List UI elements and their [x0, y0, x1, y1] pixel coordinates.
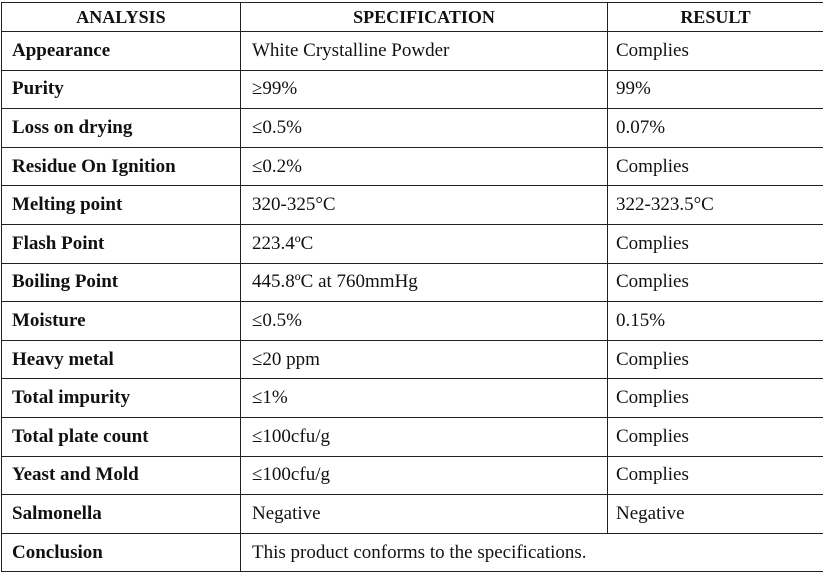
header-analysis: ANALYSIS [2, 3, 241, 32]
specification-cell: Negative [241, 495, 608, 534]
specification-cell: 320-325°C [241, 186, 608, 225]
table-row [2, 263, 823, 302]
conclusion-text: This product conforms to the specifications. [241, 533, 823, 572]
result-cell: Complies [608, 456, 823, 495]
result-cell: Complies [608, 147, 823, 186]
specification-cell: ≥99% [241, 70, 608, 109]
header-result: RESULT [608, 3, 823, 32]
specification-cell: ≤100cfu/g [241, 456, 608, 495]
analysis-cell: Yeast and Mold [2, 456, 241, 495]
table-row [2, 302, 823, 341]
analysis-cell: Residue On Ignition [2, 147, 241, 186]
result-cell: 322-323.5°C [608, 186, 823, 225]
analysis-cell: Loss on drying [2, 109, 241, 148]
conclusion-row [2, 533, 823, 572]
result-cell: Complies [608, 379, 823, 418]
table-row [2, 32, 823, 71]
table-row [2, 224, 823, 263]
analysis-cell: Appearance [2, 32, 241, 71]
table-header-row [2, 3, 823, 32]
analysis-cell: Heavy metal [2, 340, 241, 379]
analysis-cell: Salmonella [2, 495, 241, 534]
specification-cell: 445.8ºC at 760mmHg [241, 263, 608, 302]
result-cell: Complies [608, 263, 823, 302]
analysis-cell: Total impurity [2, 379, 241, 418]
table-row [2, 495, 823, 534]
specification-cell: ≤1% [241, 379, 608, 418]
table-row [2, 456, 823, 495]
result-cell: Negative [608, 495, 823, 534]
specification-cell: ≤0.5% [241, 109, 608, 148]
specification-cell: ≤100cfu/g [241, 417, 608, 456]
table-row [2, 109, 823, 148]
analysis-cell: Purity [2, 70, 241, 109]
specification-cell: ≤0.2% [241, 147, 608, 186]
result-cell: 99% [608, 70, 823, 109]
table-row [2, 147, 823, 186]
specification-cell: ≤0.5% [241, 302, 608, 341]
analysis-cell: Flash Point [2, 224, 241, 263]
table-row [2, 417, 823, 456]
result-cell: Complies [608, 32, 823, 71]
table-row [2, 70, 823, 109]
specification-cell: White Crystalline Powder [241, 32, 608, 71]
specification-cell: 223.4ºC [241, 224, 608, 263]
analysis-cell: Total plate count [2, 417, 241, 456]
analysis-cell: Melting point [2, 186, 241, 225]
result-cell: Complies [608, 417, 823, 456]
analysis-cell: Moisture [2, 302, 241, 341]
result-cell: 0.07% [608, 109, 823, 148]
header-specification: SPECIFICATION [241, 3, 608, 32]
table-row [2, 186, 823, 225]
result-cell: 0.15% [608, 302, 823, 341]
table-row [2, 340, 823, 379]
result-cell: Complies [608, 340, 823, 379]
table-row [2, 379, 823, 418]
conclusion-label: Conclusion [2, 533, 241, 572]
analysis-cell: Boiling Point [2, 263, 241, 302]
result-cell: Complies [608, 224, 823, 263]
analysis-table [1, 2, 823, 572]
specification-cell: ≤20 ppm [241, 340, 608, 379]
